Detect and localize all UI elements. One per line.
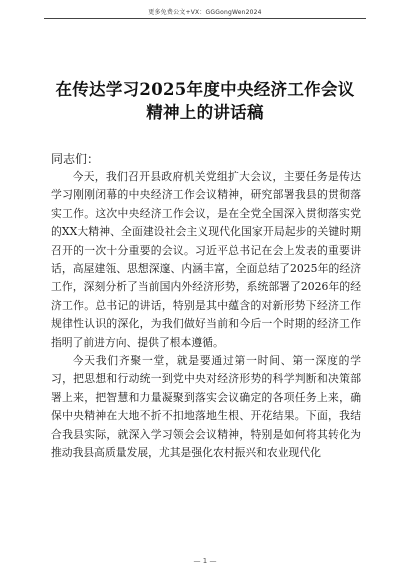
salutation: 同志们： xyxy=(51,152,100,166)
page-header xyxy=(0,0,410,27)
title-line-1: 在传达学习2025年度中央经济工作会议 xyxy=(55,80,355,99)
title-line-2: 精神上的讲话稿 xyxy=(146,103,264,122)
page-number: — 1 — xyxy=(193,557,217,565)
header-divider xyxy=(44,18,366,19)
paragraph: 今天，我们召开县政府机关党组扩大会议，主要任务是传达学习刚刚闭幕的中央经济工作会议精神，研究部署我县的贯彻落实工作。这次中央经济工作会议，是在全党全国深入贯彻落实党的XX大精神、全面建设社会主义现代化国家开局起步的关键时期召开的一次十分重要的会议。习近平总书记在会上发表的重要讲话，高屋建瓴、思想深邃、内涵丰富，全面总结了2025年的经济工作，深刻分析了当前国内外经济形势，系统部署了2026年的经济工作。总书记的讲话，特别是其中蕴含的对新形势下经济工作规律性认识的深化，为我们做好当前和今后一个时期的经济工作指明了前进方向、提供了根本遵循。 xyxy=(51,170,361,349)
document-title xyxy=(40,78,370,124)
header-promo-text: 更多免费公文+VX：GGGongWen2024 xyxy=(148,9,262,16)
paragraph: 今天我们齐聚一堂，就是要通过第一时间、第一深度的学习，把思想和行动统一到党中央对经济形势的科学判断和决策部署上来，把智慧和力量凝聚到落实会议确定的各项任务上来，确保中央精神在大地不折不扣地落地生根、开花结果。下面，我结合我县实际，就深入学习领会会议精神，特别是如何将其转化为推动我县高质量发展，尤其是强化农村振兴和农业现代化 xyxy=(51,354,361,460)
document-body xyxy=(51,168,361,463)
